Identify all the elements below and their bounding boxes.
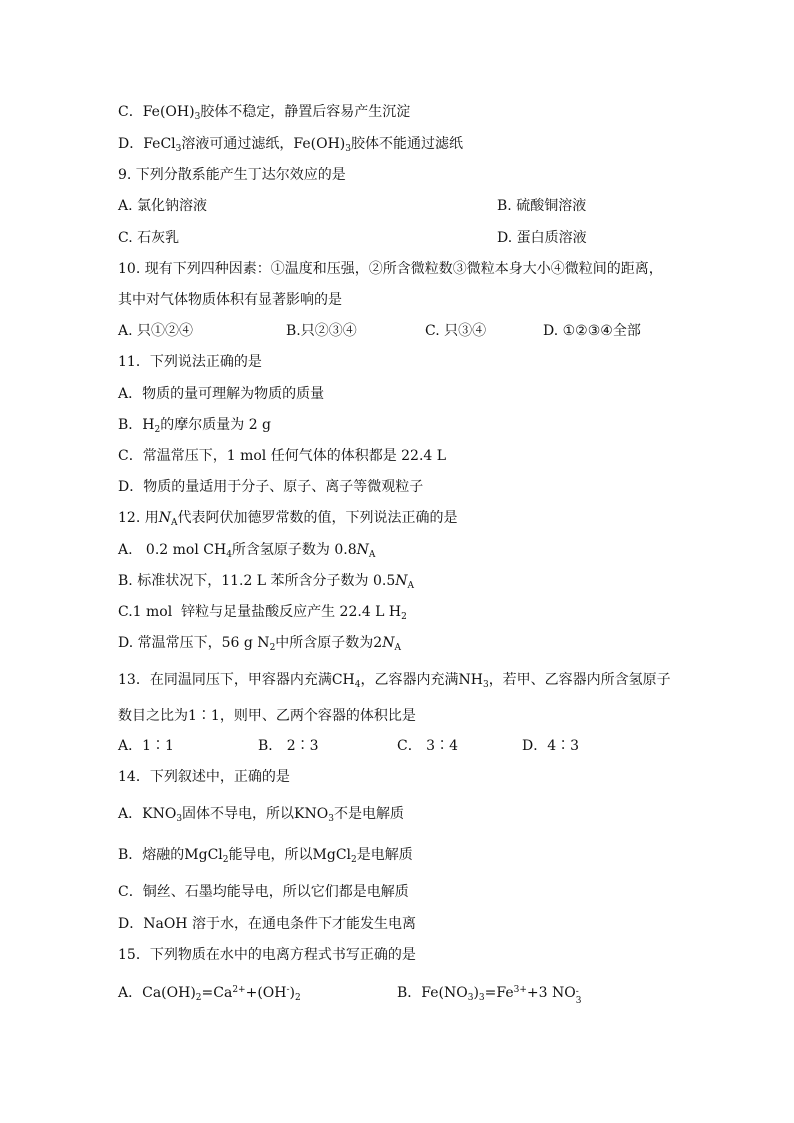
q15-stem: 15．下列物质在水中的电离方程式书写正确的是 [118,947,416,963]
q13-option-b: B． 2∶3 [258,738,319,754]
q14-option-b: B．熔融的MgCl$_2$能导电，所以MgCl$_2$是电解质 [118,847,413,865]
q14-stem: 14．下列叙述中，正确的是 [118,769,290,785]
q8-option-d: D．FeCl$_3$溶液可通过滤纸，$Fe(OH)_3$胶体不能通过滤纸 [118,136,463,154]
q15-option-a: A．$Ca(OH)_2=Ca^{2+}+(OH^-)_2$ [118,985,301,1003]
q11-option-a: A．物质的量可理解为物质的质量 [118,386,325,402]
q13-option-d: D．4∶3 [522,738,580,754]
q14-option-d: D．NaOH 溶于水，在通电条件下才能发生电离 [118,916,416,932]
q13-stem-cont: 数目之比为1∶1，则甲、乙两个容器的体积比是 [118,708,416,724]
q11-stem: 11．下列说法正确的是 [118,354,262,370]
q11-option-d: D．物质的量适用于分子、原子、离子等微观粒子 [118,479,424,495]
q12-option-b: B. 标准状况下，11.2 L 苯所含分子数为 $0.5N_A$ [118,573,415,591]
q10-option-c: C. 只③④ [425,323,487,339]
q12-stem: 12. 用$N_A$代表阿伏加德罗常数的值，下列说法正确的是 [118,510,458,528]
q13-option-a: A．1∶1 [118,738,174,754]
q12-option-a: A. 0.2 mol $CH_4$所含氢原子数为 $0.8N_A$ [118,542,376,560]
q9-stem: 9. 下列分散系能产生丁达尔效应的是 [118,167,346,183]
q14-option-c: C．铜丝、石墨均能导电，所以它们都是电解质 [118,884,409,900]
q9-option-a: A. 氯化钠溶液 [118,198,208,214]
q9-option-b: B. 硫酸铜溶液 [497,198,587,214]
q9-option-d: D. 蛋白质溶液 [497,230,587,246]
q14-option-a: A．$KNO_3$固体不导电，所以$KNO_3$不是电解质 [118,806,404,824]
q12-option-d: D. 常温常压下，56 g $N_2$中所含原子数为$2N_A$ [118,635,401,653]
q13-stem: 13．在同温同压下，甲容器内充满$CH_4$，乙容器内充满$NH_3$，若甲、乙容器内所含氢原子 [118,672,671,690]
q13-option-c: C． 3∶4 [397,738,458,754]
q12-option-c: C.1 mol 锌粒与足量盐酸反应产生 22.4 L $H_2$ [118,604,407,622]
q10-stem-cont: 其中对气体物质体积有显著影响的是 [118,292,342,308]
q15-option-b: B．$Fe(NO_3)_3=Fe^{3+}+3$ NO 3 - [397,985,582,1006]
q10-option-b: B.只②③④ [286,323,357,339]
q10-option-d: D. ①②③④全部 [543,323,641,339]
q11-option-b: B．$H_2$的摩尔质量为 2 g [118,417,272,435]
q8-option-c: C．$Fe(OH)_3$胶体不稳定，静置后容易产生沉淀 [118,104,411,122]
q11-option-c: C．常温常压下，1 mol 任何气体的体积都是 22.4 L [118,448,447,464]
q10-stem: 10. 现有下列四种因素：①温度和压强，②所含微粒数③微粒本身大小④微粒间的距离， [118,261,663,277]
q9-option-c: C. 石灰乳 [118,230,180,246]
q10-option-a: A. 只①②④ [118,323,194,339]
